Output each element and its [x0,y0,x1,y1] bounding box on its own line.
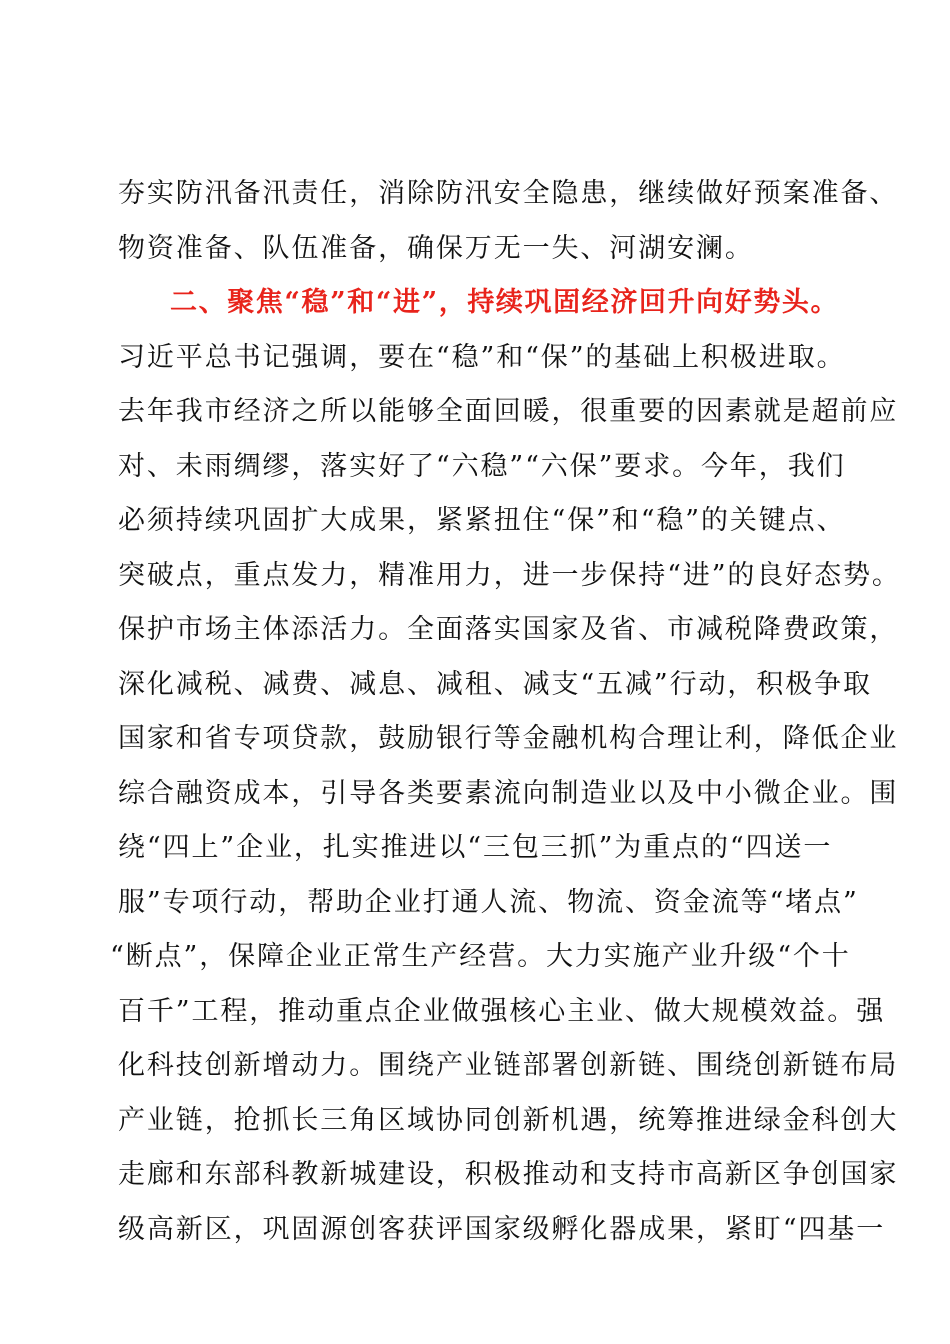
text-line: 国家和省专项贷款，鼓励银行等金融机构合理让利，降低企业 [118,723,899,754]
text-line: 级高新区，巩固源创客获评国家级孵化器成果，紧盯“四基一 [118,1213,886,1245]
text-line: 突破点，重点发力，精准用力，进一步保持“进”的良好态势。 [118,559,901,591]
text-line: “断点”，保障企业正常生产经营。大力实施产业升级“个十 [110,941,851,972]
text-line: 夯实防汛备汛责任，消除防汛安全隐患，继续做好预案准备、 [118,178,899,209]
text-line: 绕“四上”企业，扎实推进以“三包三抓”为重点的“四送一 [118,832,833,863]
text-line: 服”专项行动，帮助企业打通人流、物流、资金流等“堵点” [118,886,859,918]
text-line: 保护市场主体添活力。全面落实国家及省、市减税降费政策， [118,614,899,645]
text-line: 综合融资成本，引导各类要素流向制造业以及中小微企业。围 [118,777,899,809]
text-line: 走廊和东部科教新城建设，积极推动和支持市高新区争创国家 [118,1159,899,1190]
body-text [110,167,901,1257]
text-line: 去年我市经济之所以能够全面回暖，很重要的因素就是超前应 [118,396,899,427]
text-line: 物资准备、队伍准备，确保万无一失、河湖安澜。 [118,232,754,264]
text-line: 化科技创新增动力。围绕产业链部署创新链、围绕创新链布局 [118,1050,899,1081]
text-line: 深化减税、减费、减息、减租、减支“五减”行动，积极争取 [118,668,872,700]
text-line: 产业链，抢抓长三角区域协同创新机遇，统筹推进绿金科创大 [118,1104,899,1136]
text-line: 对、未雨绸缪，落实好了“六稳”“六保”要求。今年，我们 [118,450,846,482]
section-heading: 二、聚焦“稳”和“进”，持续巩固经济回升向好势头。 [170,287,840,318]
text-line: 习近平总书记强调，要在“稳”和“保”的基础上积极进取。 [118,341,846,373]
text-line: 必须持续巩固扩大成果，紧紧扭住“保”和“稳”的关键点、 [118,505,846,536]
text-line: 百千”工程，推动重点企业做强核心主业、做大规模效益。强 [118,995,886,1027]
